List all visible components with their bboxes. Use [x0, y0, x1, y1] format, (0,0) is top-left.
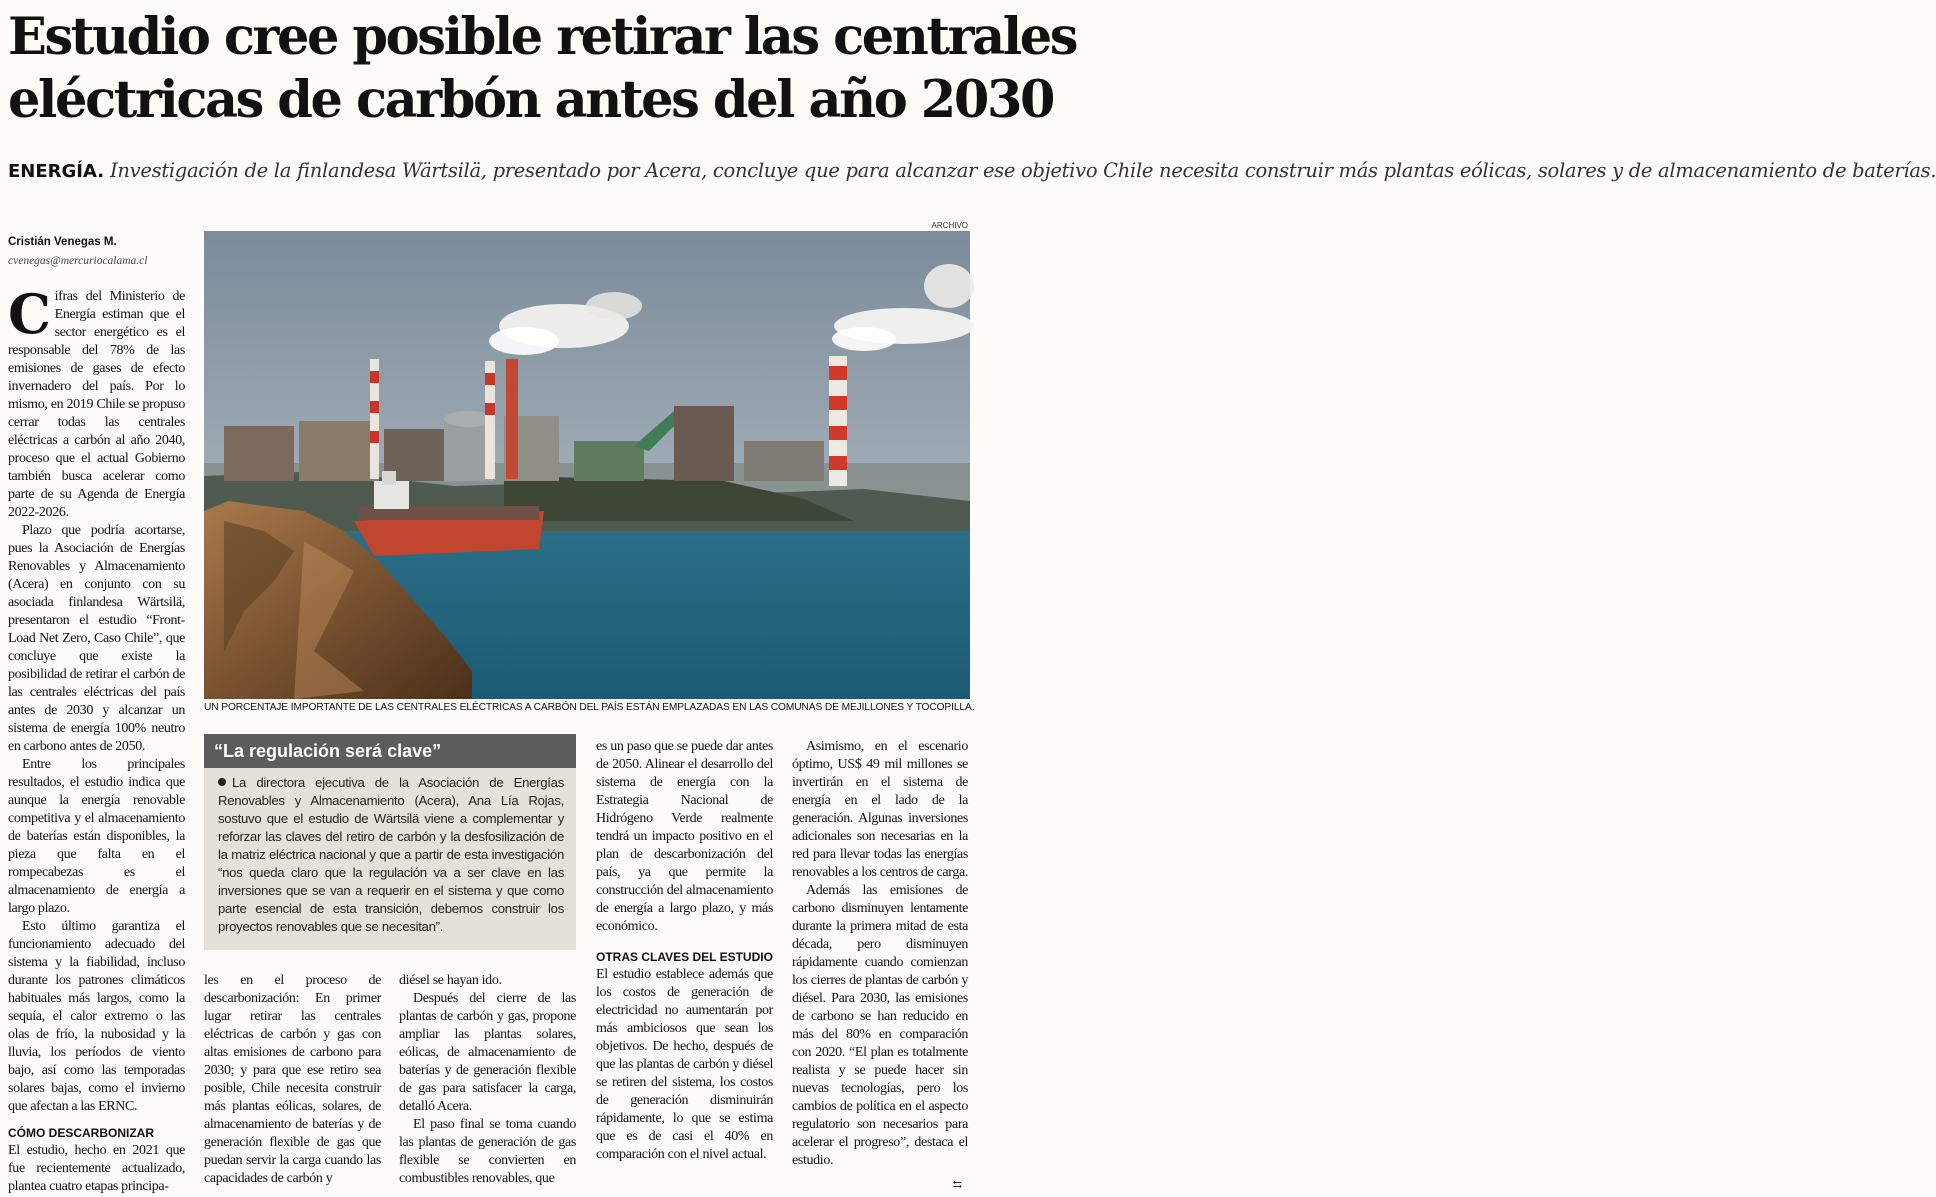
subhead-otras-claves: OTRAS CLAVES DEL ESTUDIO	[596, 950, 773, 964]
quote-box	[204, 734, 576, 950]
bullet-icon	[218, 778, 226, 786]
headline-line-1: Estudio cree posible retirar las centrales	[8, 7, 1077, 67]
column-2	[204, 972, 381, 1188]
col1-paragraph-1: ifras del Ministerio de Energía estiman que el sector energético es el responsable del 78% de las emisiones de gases de efecto invernadero del país. Por lo mismo, en 2019 Chile se propuso cerrar todas las centrales eléctricas a carbón al año 2040, proceso que el actual Gobierno también busca acelerar como parte de su Agenda de Energía 2022-2026.	[8, 289, 185, 520]
col3-paragraph-3: El paso final se toma cuando las plantas de generación de gas flexible se convierten en combustibles renovables, que	[399, 1117, 576, 1186]
headline	[8, 6, 1077, 132]
column-1	[8, 282, 185, 1196]
deck-kicker: ENERGÍA.	[8, 161, 105, 182]
column-3	[399, 972, 576, 1188]
quote-box-title: “La regulación será clave”	[204, 734, 576, 768]
subhead-como-descarbonizar: CÓMO DESCARBONIZAR	[8, 1126, 154, 1140]
col5-paragraph-2: Además las emisiones de carbono disminuyen lentamente durante la primera mitad de esta década, pero disminuyen rápidamente cuando comienzan los cierres de plantas de carbón y diésel. Para 2030, las emisiones de carbono se han reducido en más del 80% en comparación con 2020. “El plan es totalmente realista y se puede hacer sin nuevas tecnologías, pero los cambios de política en el aspecto regulatorio son necesarios para acelerar el progreso”, destaca el estudio.	[792, 883, 968, 1168]
photo-credit: ARCHIVO	[931, 221, 968, 230]
col1-paragraph-2: Plazo que podría acortarse, pues la Asociación de Energías Renovables y Almacenamiento (Acera) en conjunto con su asociada finlandesa Wärtsilä, presentaron el estudio “Front-Load Net Zero, Caso Chile”, que concluye que existe la posibilidad de retirar el carbón de las centrales eléctricas del país antes de 2030 y alcanzar un sistema de energía 100% neutro en carbono antes de 2050.	[8, 523, 185, 754]
headline-line-2: eléctricas de carbón antes del año 2030	[8, 70, 1054, 130]
end-mark-icon: ⇆	[952, 1179, 962, 1191]
col3-paragraph-1: diésel se hayan ido.	[399, 973, 502, 988]
quote-box-text: La directora ejecutiva de la Asociación de Energías Renovables y Almacenamiento (Acera), Ana Lía Rojas, sostuvo que el estudio de Wärtsilä viene a complementar y reforzar las claves del retiro de carbón y la desfosilización de la matriz eléctrica nacional y que a partir de esta investigación “nos queda claro que la regulación va a ser clave en las inversiones que se van a requerir en el sistema y que como parte esencial de esta transición, debemos construir los proyectos renovables que se necesitan”.	[218, 775, 564, 934]
col4-paragraph-1: es un paso que se puede dar antes de 2050. Alinear el desarrollo del sistema de energía con la Estrategia Nacional de Hidrógeno Verde realmente tendrá un impacto positivo en el plan de descarbonización del país, ya que permite la construcción del almacenamiento de energía a largo plazo, y más económico.	[596, 739, 773, 934]
power-plant-photo	[204, 231, 970, 699]
col2-paragraph-1: les en el proceso de descarbonización: En primer lugar retirar las centrales eléctricas de carbón y gas con altas emisiones de carbono para 2030; y para que ese retiro sea posible, Chile necesita construir más plantas eólicas, solares, de almacenamiento de baterías y de generación flexible de gas que puedan servir la carga cuando las capacidades de carbón y	[204, 973, 381, 1186]
column-4	[596, 738, 773, 1164]
col1-paragraph-5: El estudio, hecho en 2021 que fue recientemente actualizado, plantea cuatro etapas principa-	[8, 1143, 185, 1194]
col1-paragraph-4: Esto último garantiza el funcionamiento adecuado del sistema y la fiabilidad, incluso durante los patrones climáticos habituales más largos, como la sequía, el calor extremo o las olas de frío, la nubosidad y la lluvia, los períodos de viento bajo, así como las temporadas solares bajas, como el invierno que afectan a las ERNC.	[8, 919, 185, 1114]
deck	[8, 156, 1936, 186]
col1-paragraph-3: Entre los principales resultados, el estudio indica que aunque la energía renovable competitiva y el almacenamiento de baterías están disponibles, la pieza que falta en el rompecabezas es el almacenamiento de energía a largo plazo.	[8, 757, 185, 916]
col4-paragraph-2: El estudio establece además que los costos de generación de electricidad no aumentarán por más ambiciosos que sean los objetivos. De hecho, después de que las plantas de carbón y diésel se retiren del sistema, los costos de generación disminuirán rápidamente, lo que se estima que es de casi el 40% en comparación con el nivel actual.	[596, 967, 773, 1162]
deck-text: Investigación de la finlandesa Wärtsilä, presentado por Acera, concluye que para alcanzar ese objetivo Chile necesita construir más plantas eólicas, solares y de almacenamiento de baterías.	[110, 159, 1936, 182]
col3-paragraph-2: Después del cierre de las plantas de carbón y gas, propone ampliar las plantas solares, eólicas, de almacenamiento de baterías y de generación flexible de gas para satisfacer la carga, detalló Acera.	[399, 991, 576, 1114]
author-name: Cristián Venegas M.	[8, 236, 117, 248]
photo-caption: UN PORCENTAJE IMPORTANTE DE LAS CENTRALES ELÉCTRICAS A CARBÓN DEL PAÍS ESTÁN EMPLAZADAS EN LAS COMUNAS DE MEJILLONES Y TOCOPILLA.	[204, 702, 975, 713]
drop-cap: C	[8, 282, 51, 346]
col5-paragraph-1: Asimismo, en el escenario óptimo, US$ 49 mil millones se invertirán en el sistema de energía en el lado de la generación. Algunas inversiones adicionales son necesarias en la red para llevar todas las energías renovables a los centros de carga.	[792, 739, 968, 880]
author-email[interactable]: cvenegas@mercuriocalama.cl	[8, 255, 148, 267]
quote-box-body	[204, 768, 576, 936]
column-5	[792, 738, 968, 1170]
